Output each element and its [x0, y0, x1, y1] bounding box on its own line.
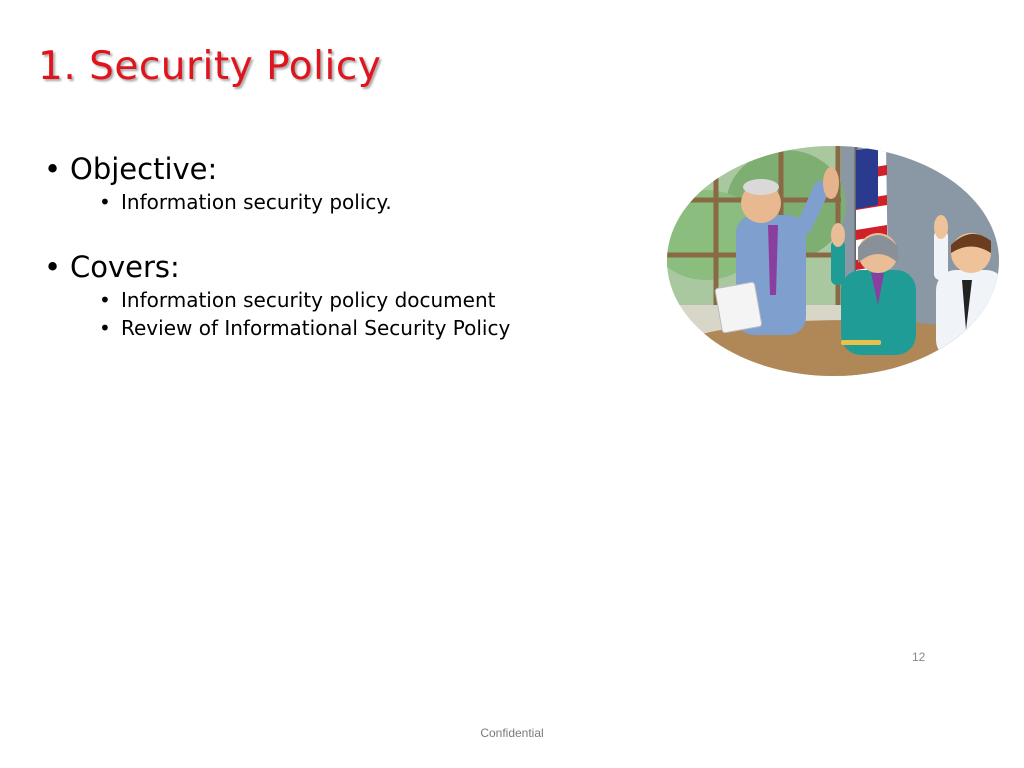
- slide-content: [44, 150, 644, 342]
- bullet-covers: • Covers:: [44, 248, 644, 286]
- bullet-objective: • Objective:: [44, 150, 644, 188]
- bullet-spacer: [44, 216, 644, 248]
- sub-bullet-covers-2: • Review of Informational Security Policy: [44, 314, 644, 342]
- sub-bullet-objective-1: • Information security policy.: [44, 188, 644, 216]
- page-number: 12: [912, 650, 926, 664]
- sub-bullet-covers-1: • Information security policy document: [44, 286, 644, 314]
- footer-confidential: Confidential: [480, 726, 544, 740]
- meeting-clipart: [666, 145, 1000, 377]
- slide-title: 1. Security Policy: [38, 44, 382, 89]
